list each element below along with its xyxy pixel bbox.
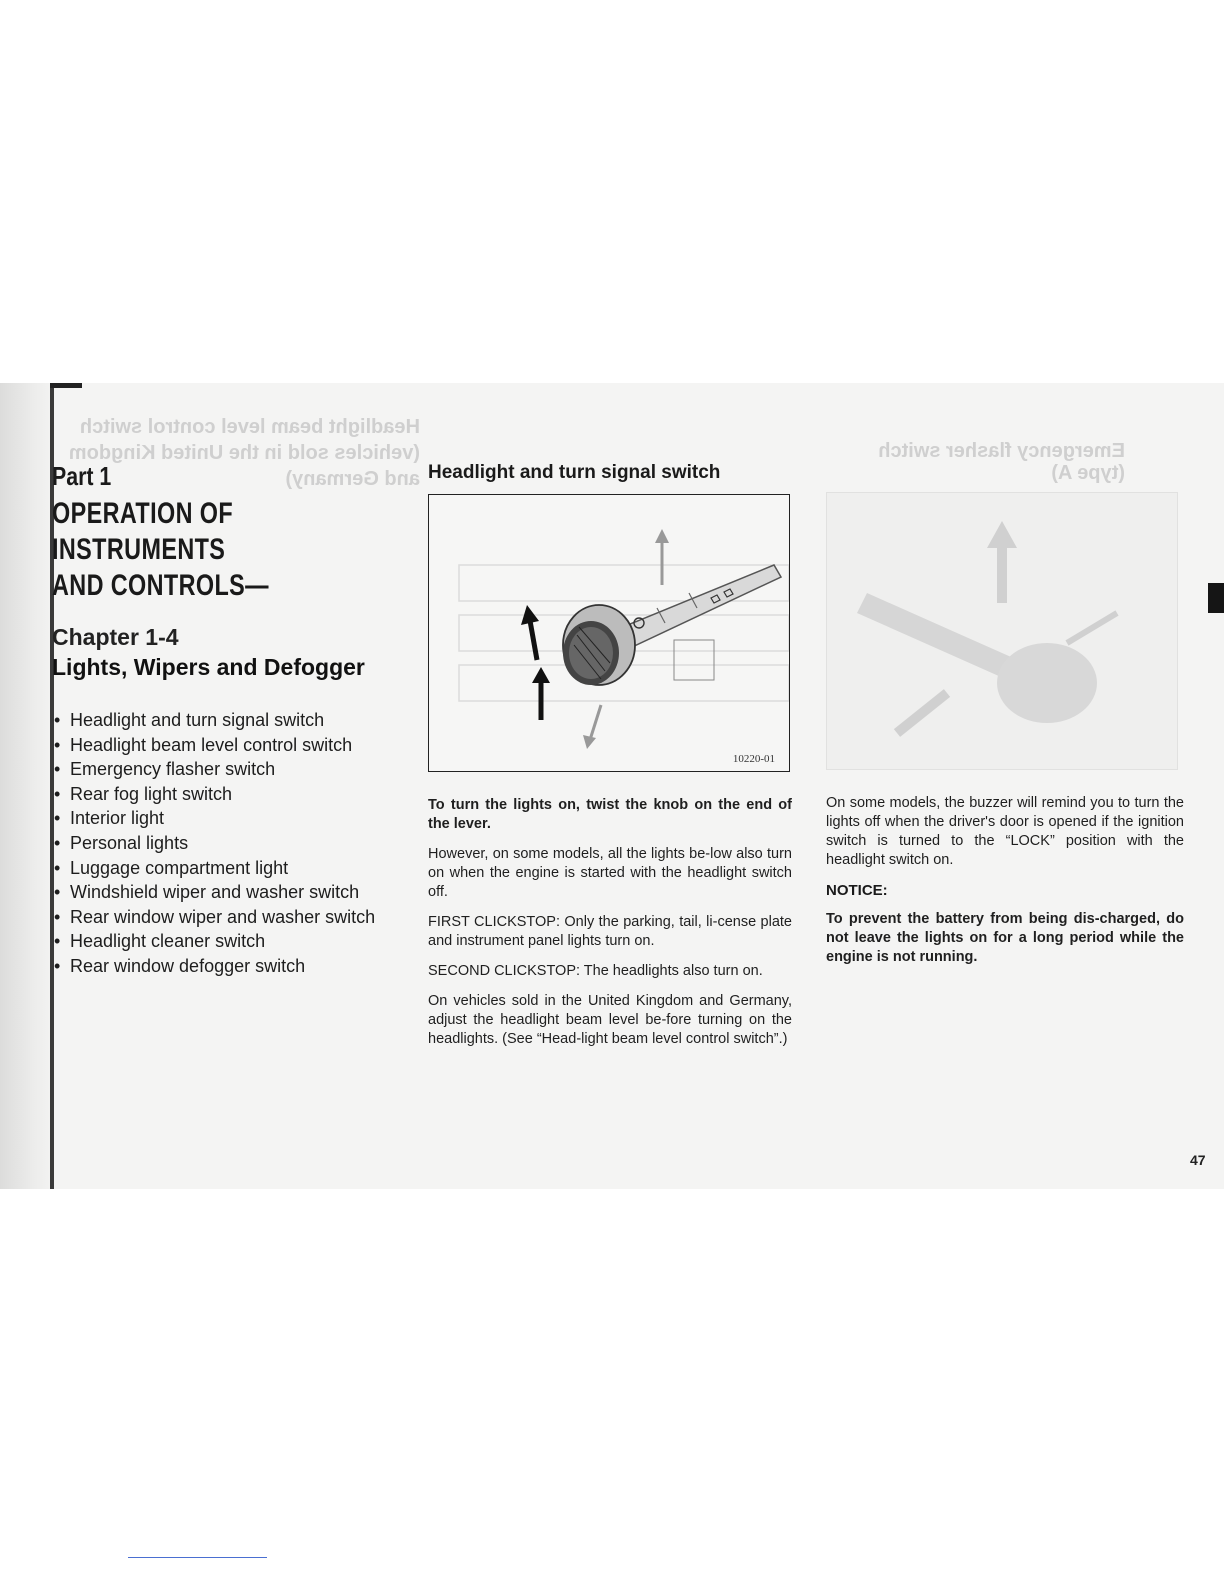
chapter-title: Lights, Wipers and Defogger — [52, 654, 365, 680]
list-item: • Windshield wiper and washer switch — [52, 880, 402, 905]
part-title-line: INSTRUMENTS — [52, 533, 226, 566]
headlight-switch-figure — [428, 494, 790, 772]
footer-rule — [128, 1557, 267, 1558]
part-title-line: AND CONTROLS— — [52, 569, 269, 602]
bleed-through-text-left: Headlight beam level control switch (vehicles sold in the United Kingdom and Germany) — [68, 416, 420, 490]
section-title: Headlight and turn signal switch — [428, 462, 721, 483]
headlight-lever-illustration — [429, 495, 789, 771]
right-column — [826, 460, 1184, 978]
list-item: • Personal lights — [52, 831, 402, 856]
list-item: • Emergency flasher switch — [52, 757, 402, 782]
chapter-label: Chapter 1-4 — [52, 624, 179, 650]
body-paragraph: However, on some models, all the lights be-low also turn on when the engine is started with the headlight switch off. — [428, 846, 792, 900]
body-paragraph: On vehicles sold in the United Kingdom and Germany, adjust the headlight beam level be-fore turning on the headlights. (See “Head-light beam level control switch”.) — [428, 993, 792, 1047]
list-item: • Headlight and turn signal switch — [52, 708, 402, 733]
buzzer-paragraph: On some models, the buzzer will remind you to turn the lights off when the driver's door is opened if the ignition switch is turned to the “LOCK” position with the headlight switch on. — [826, 795, 1184, 868]
bleed-through-text-right: Emergency flasher switch (type A) — [878, 440, 1125, 484]
chapter-contents-list — [52, 708, 402, 979]
figure-code: 10220-01 — [732, 753, 775, 765]
left-column — [52, 460, 402, 979]
page-gutter-shadow — [0, 383, 55, 1189]
middle-column — [428, 460, 792, 1060]
list-item: • Rear window wiper and washer switch — [52, 905, 402, 930]
list-item: • Headlight beam level control switch — [52, 733, 402, 758]
part-title — [52, 496, 325, 604]
body-paragraph: SECOND CLICKSTOP: The headlights also turn on. — [428, 963, 763, 979]
list-item: • Interior light — [52, 806, 402, 831]
notice-heading: NOTICE: — [826, 882, 888, 899]
list-item: • Rear window defogger switch — [52, 954, 402, 979]
list-item: • Headlight cleaner switch — [52, 929, 402, 954]
bleed-through-illustration — [827, 493, 1177, 769]
part-title-line: OPERATION OF — [52, 497, 234, 530]
thumb-index-tab — [1208, 583, 1224, 613]
list-item: • Luggage compartment light — [52, 856, 402, 881]
faint-figure — [826, 492, 1178, 770]
instruction-paragraph: To turn the lights on, twist the knob on the end of the lever. — [428, 797, 792, 832]
page-number: 47 — [1190, 1152, 1206, 1168]
part-label: Part 1 — [52, 461, 112, 491]
body-paragraph: FIRST CLICKSTOP: Only the parking, tail, li-cense plate and instrument panel lights turn on. — [428, 914, 792, 949]
list-item: • Rear fog light switch — [52, 782, 402, 807]
binding-corner — [50, 383, 82, 388]
notice-text: To prevent the battery from being dis-charged, do not leave the lights on for a long period while the engine is not running. — [826, 911, 1184, 965]
